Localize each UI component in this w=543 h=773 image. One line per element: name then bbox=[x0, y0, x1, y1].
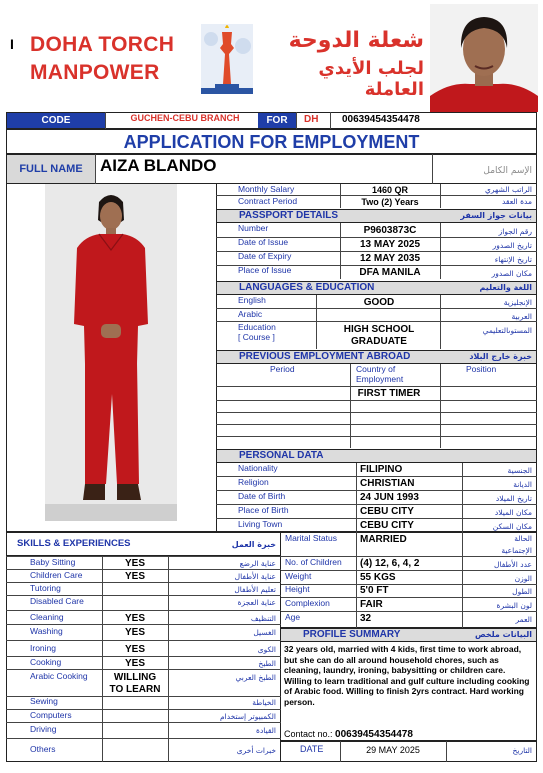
logo-text-ar-2: لجلب الأيدي العاملة bbox=[318, 58, 424, 100]
skill-value: YES bbox=[124, 658, 145, 669]
job-label: Contract Period bbox=[238, 196, 298, 206]
skill-label-ar: الكوى bbox=[257, 645, 276, 654]
education-label: Education bbox=[238, 322, 276, 332]
education-value: HIGH SCHOOL bbox=[343, 324, 415, 335]
languages-title-ar: اللغة والتعليم bbox=[479, 283, 532, 292]
date-label: DATE bbox=[300, 744, 324, 754]
skill-label: Disabled Care bbox=[30, 596, 84, 606]
skill-label: Tutoring bbox=[30, 583, 61, 593]
personal2-value: MARRIED bbox=[360, 534, 407, 545]
job-value: 1460 QR bbox=[371, 185, 409, 195]
education-label-2: [ Course ] bbox=[238, 332, 275, 342]
full-name-value: AIZA BLANDO bbox=[100, 156, 217, 175]
skill-label: Baby Sitting bbox=[30, 557, 76, 567]
personal-label-ar: الجنسية bbox=[507, 466, 532, 475]
col-country-2: Employment bbox=[356, 374, 404, 384]
skill-label-ar: عناية العجزة bbox=[237, 598, 276, 607]
skill-label: Cooking bbox=[30, 657, 62, 667]
contact-label: Contact no.: bbox=[284, 729, 333, 739]
languages-section-header: LANGUAGES & EDUCATION bbox=[216, 281, 537, 295]
col-position: Position bbox=[466, 364, 497, 374]
skill-label-ar: الخياطة bbox=[252, 698, 276, 707]
personal-label-ar: مكان الميلاد bbox=[494, 508, 532, 517]
personal2-label-ar-2: الإجتماعية bbox=[501, 546, 532, 555]
skill-value: YES bbox=[124, 644, 145, 655]
personal-label: Living Town bbox=[238, 519, 283, 529]
personal2-value: FAIR bbox=[360, 599, 383, 610]
personal2-value: 5'0 FT bbox=[360, 585, 389, 596]
education-value-2: GRADUATE bbox=[351, 336, 407, 347]
previous-entry: FIRST TIMER bbox=[357, 388, 421, 399]
personal2-value: (4) 12, 6, 4, 2 bbox=[360, 558, 420, 569]
logo-text-en-2: MANPOWER bbox=[30, 61, 160, 84]
logo-text-ar-1: شعلة الدوحة bbox=[288, 28, 424, 53]
personal-value: CEBU CITY bbox=[360, 506, 414, 517]
passport-label-ar: مكان الصدور bbox=[491, 269, 532, 278]
passport-value: 13 MAY 2025 bbox=[359, 239, 421, 250]
skill-label-ar: الطبخ bbox=[258, 659, 276, 668]
job-value: Two (2) Years bbox=[361, 197, 419, 207]
for-label: FOR bbox=[258, 113, 296, 128]
personal2-label-ar: الحالة bbox=[514, 534, 532, 543]
skill-label-ar: الغسيل bbox=[253, 628, 276, 637]
torch-logo-icon bbox=[201, 24, 253, 94]
skill-label: Others bbox=[30, 744, 56, 754]
date-value: 29 MAY 2025 bbox=[366, 745, 420, 755]
personal2-label: Height bbox=[285, 584, 310, 594]
photo-frame bbox=[6, 184, 217, 532]
branch-text: GUCHEN-CEBU BRANCH bbox=[130, 113, 240, 123]
personal-label-ar: مكان السكن bbox=[492, 522, 532, 531]
skill-label: Ironing bbox=[30, 643, 56, 653]
passport-title-ar: بيانات جواز السفر bbox=[460, 211, 532, 220]
code-label: CODE bbox=[7, 113, 105, 128]
skill-label-ar: خبرات أخرى bbox=[236, 746, 276, 755]
skill-value: WILLING bbox=[113, 672, 157, 683]
passport-value: P9603873C bbox=[363, 225, 417, 236]
job-label-ar: مدة العقد bbox=[502, 197, 532, 206]
personal-value: FILIPINO bbox=[360, 464, 403, 475]
skill-label-ar: تعليم الأطفال bbox=[234, 585, 276, 594]
personal2-label-ar: العمر bbox=[515, 615, 532, 624]
language-value: GOOD bbox=[363, 297, 395, 308]
personal-value: CHRISTIAN bbox=[360, 478, 415, 489]
previous-title-ar: خبرة خارج البلاد bbox=[469, 352, 532, 361]
language-label: Arabic bbox=[238, 309, 263, 319]
skills-header: SKILLS & EXPERIENCES bbox=[6, 532, 281, 556]
personal2-value: 55 KGS bbox=[360, 572, 396, 583]
language-label: English bbox=[238, 295, 266, 305]
skill-value: YES bbox=[124, 558, 145, 569]
personal2-label: No. of Children bbox=[285, 557, 342, 567]
passport-label: Place of Issue bbox=[238, 265, 292, 275]
col-country: Country of bbox=[356, 364, 396, 374]
personal-label: Place of Birth bbox=[238, 505, 289, 515]
skill-label-ar: الكمبيوتر إستخدام bbox=[220, 712, 276, 721]
job-label-ar: الراتب الشهري bbox=[485, 185, 532, 194]
passport-value: 12 MAY 2035 bbox=[359, 253, 421, 264]
personal2-label-ar: عدد الأطفال bbox=[494, 560, 532, 569]
personal-label: Religion bbox=[238, 477, 269, 487]
contact-row bbox=[284, 729, 413, 740]
personal2-label: Weight bbox=[285, 571, 312, 581]
skill-value: YES bbox=[124, 571, 145, 582]
personal-label: Date of Birth bbox=[238, 491, 286, 501]
skill-label-ar: الطبخ العربي bbox=[235, 673, 276, 682]
passport-section-header: PASSPORT DETAILS bbox=[216, 209, 537, 223]
profile-text: 32 years old, married with 4 kids, first time to work abroad, but she can do all around household chores, such as cleaning, laundry, ironing, babysitting or children care. Willing to learn traditional and gulf culture including cooking of Arabic food. Willing to finish 2yrs contract. Hard working person. bbox=[284, 644, 530, 707]
personal2-label: Marital Status bbox=[285, 533, 337, 543]
profile-header: PROFILE SUMMARY bbox=[281, 628, 537, 642]
personal-data-header: PERSONAL DATA bbox=[216, 449, 537, 463]
logo-text-en-1: DOHA TORCH bbox=[30, 33, 175, 56]
passport-label-ar: تاريخ الإنتهاء bbox=[494, 255, 532, 264]
personal-value: CEBU CITY bbox=[360, 520, 414, 531]
full-name-label: FULL NAME bbox=[7, 155, 95, 183]
personal2-label-ar: لون البشرة bbox=[496, 601, 532, 610]
contact-value: 00639454354478 bbox=[335, 729, 413, 740]
personal-value: 24 JUN 1993 bbox=[360, 492, 419, 503]
col-period: Period bbox=[270, 364, 295, 374]
personal-label-ar: تاريخ الميلاد bbox=[495, 494, 532, 503]
job-label: Monthly Salary bbox=[238, 184, 295, 194]
skills-title-ar: خبرة العمل bbox=[231, 540, 276, 549]
skill-label-ar: عناية الأطفال bbox=[234, 572, 276, 581]
skill-label: Driving bbox=[30, 724, 57, 734]
passport-value: DFA MANILA bbox=[359, 267, 421, 278]
date-label-ar: التاريخ bbox=[512, 746, 532, 755]
personal2-label: Complexion bbox=[285, 598, 330, 608]
personal-label: Nationality bbox=[238, 463, 278, 473]
skill-label: Computers bbox=[30, 710, 72, 720]
personal2-label: Age bbox=[285, 612, 301, 622]
language-label-ar: العربية bbox=[511, 312, 532, 321]
top-phone: 00639454354478 bbox=[342, 114, 420, 125]
skill-value-2: TO LEARN bbox=[109, 684, 161, 695]
passport-label: Date of Issue bbox=[238, 237, 289, 247]
skill-label: Washing bbox=[30, 626, 63, 636]
page-title: APPLICATION FOR EMPLOYMENT bbox=[6, 129, 537, 154]
skill-label-ar: القيادة bbox=[256, 726, 276, 735]
personal2-label-ar: الطول bbox=[512, 587, 532, 596]
skill-label: Arabic Cooking bbox=[30, 671, 88, 681]
previous-employment-header: PREVIOUS EMPLOYMENT ABROAD bbox=[216, 350, 537, 364]
skill-label: Sewing bbox=[30, 696, 58, 706]
passport-label-ar: تاريخ الصدور bbox=[492, 241, 532, 250]
skill-value: YES bbox=[124, 627, 145, 638]
passport-label-ar: رقم الجواز bbox=[498, 227, 532, 236]
skill-label: Children Care bbox=[30, 570, 83, 580]
skill-label-ar: التنظيف bbox=[250, 614, 276, 623]
skill-label: Cleaning bbox=[30, 612, 64, 622]
passport-label: Date of Expiry bbox=[238, 251, 292, 261]
headshot-photo bbox=[430, 4, 538, 112]
passport-label: Number bbox=[238, 223, 269, 233]
skill-value: YES bbox=[124, 613, 145, 624]
language-label-ar: الإنجليزية bbox=[503, 298, 532, 307]
for-value: DH bbox=[304, 114, 319, 125]
left-mark: I bbox=[10, 36, 14, 52]
skill-label-ar: عناية الرضع bbox=[239, 559, 276, 568]
education-label-ar: المستوىالتعليمي bbox=[482, 326, 532, 335]
profile-title-ar: البيانات ملخص bbox=[474, 630, 532, 639]
personal2-label-ar: الوزن bbox=[514, 574, 532, 583]
personal2-value: 32 bbox=[360, 613, 372, 624]
personal-label-ar: الديانة bbox=[513, 480, 532, 489]
full-name-label-ar: الإسم الكامل bbox=[483, 166, 532, 176]
